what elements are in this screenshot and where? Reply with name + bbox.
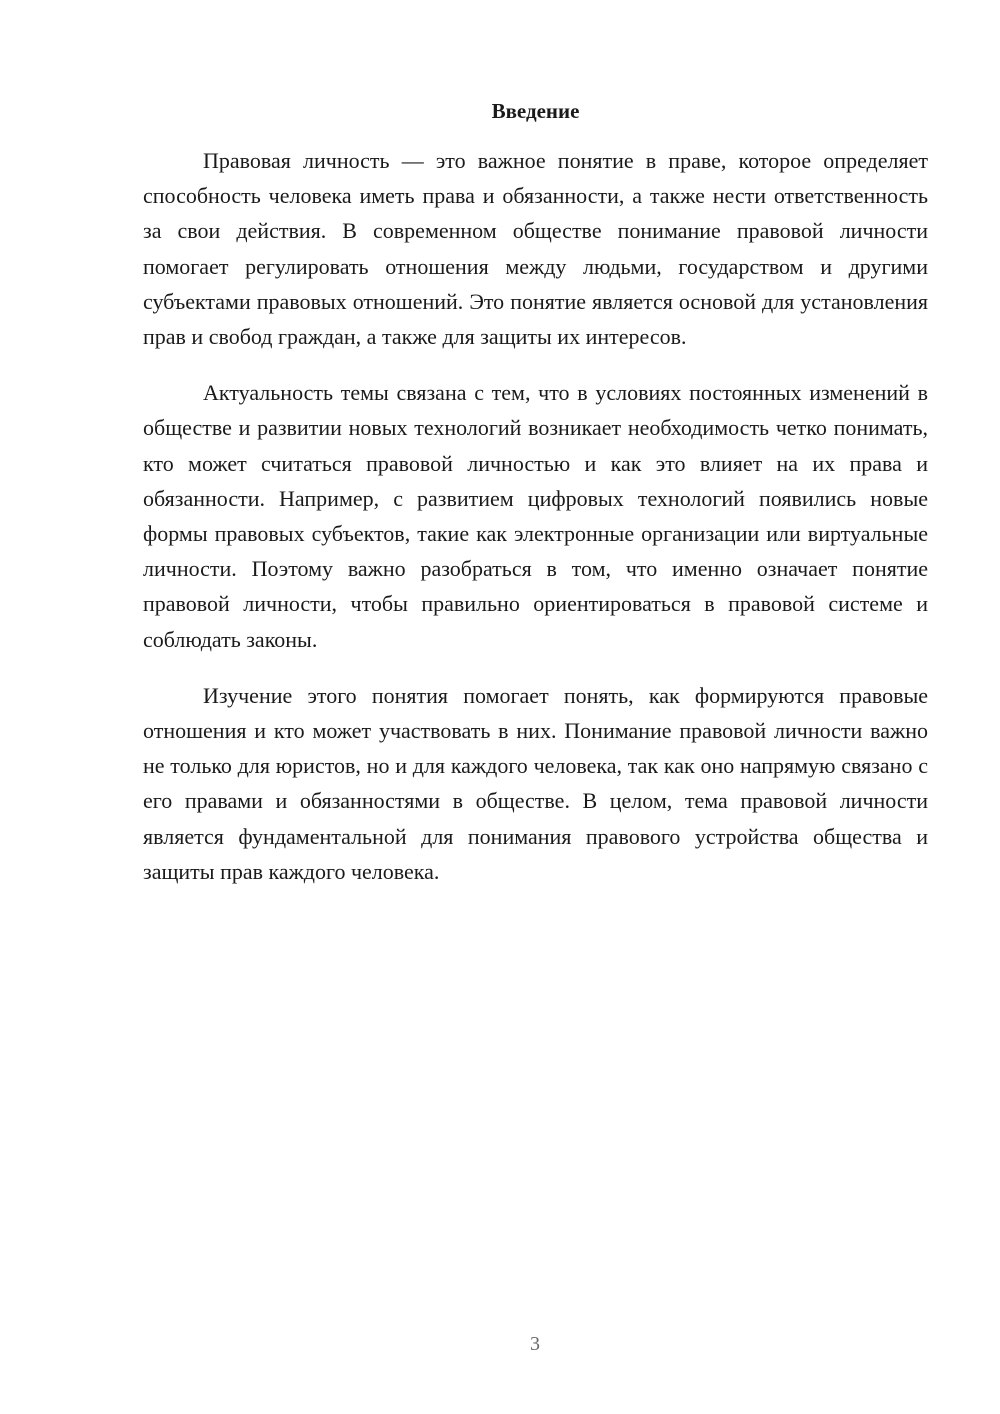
paragraph-2: Актуальность темы связана с тем, что в условиях постоянных изменений в обществе и развитии новых технологий возникает необходимость четко понимать, кто может считаться правовой личностью и как это влияет на их права и обязанности. Например, с развитием цифровых технологий появились новые формы правовых субъектов, такие как электронные организации или виртуальные личности. Поэтому важно разобраться в том, что именно означает понятие правовой личности, чтобы правильно ориентироваться в правовой системе и соблюдать законы.: [143, 380, 928, 652]
paragraph-3: Изучение этого понятия помогает понять, как формируются правовые отношения и кто может участвовать в них. Понимание правовой личности важно не только для юристов, но и для каждого человека, так как оно напрямую связано с его правами и обязанностями в обществе. В целом, тема правовой личности является фундаментальной для понимания правового устройства общества и защиты прав каждого человека.: [143, 682, 928, 884]
page-number: 3: [530, 1333, 540, 1355]
section-heading: Введение: [491, 99, 580, 123]
paragraph-1: Правовая личность — это важное понятие в праве, которое определяет способность человека иметь права и обязанности, а также нести ответственность за свои действия. В современном обществе понимание правовой личности помогает регулировать отношения между людьми, государством и другими субъектами правовых отношений. Это понятие является основой для установления прав и свобод граждан, а также для защиты их интересов.: [143, 148, 928, 350]
body-text: [143, 143, 928, 910]
